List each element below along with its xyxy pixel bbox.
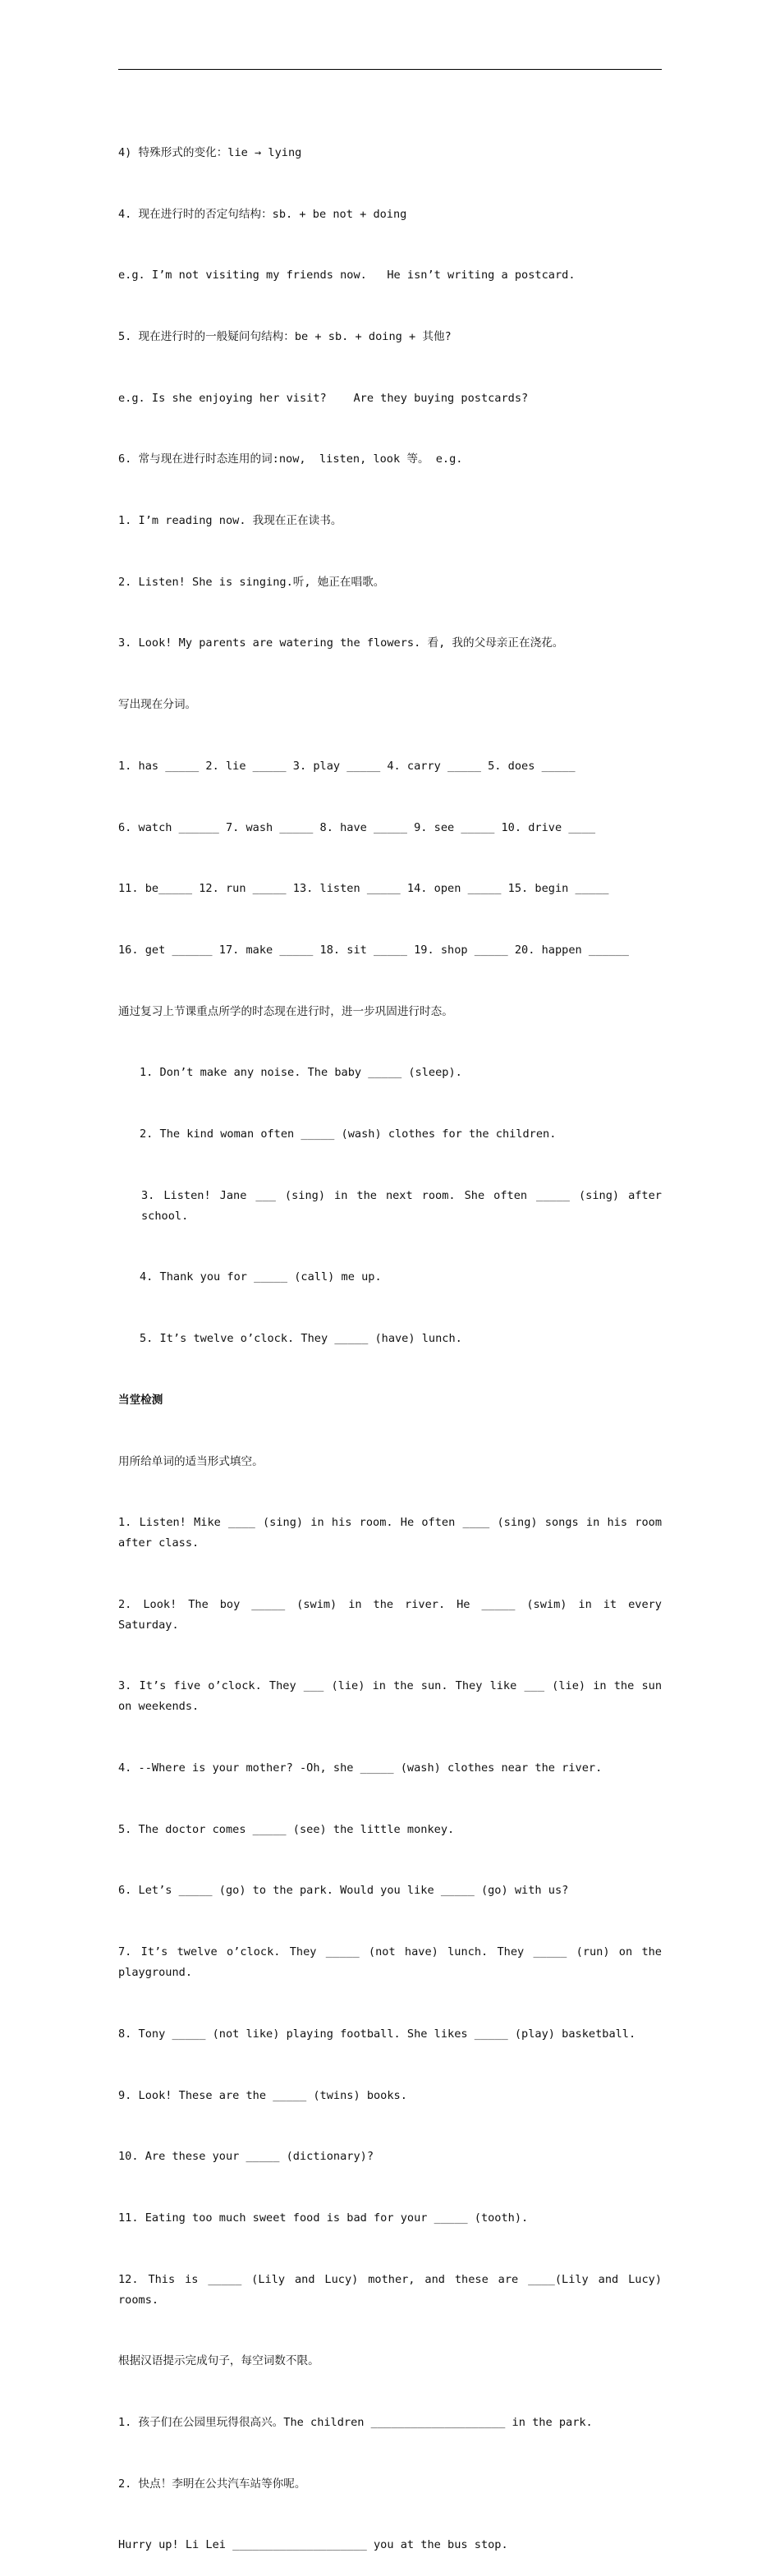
exercise-line: Hurry up! Li Lei ____________________ you at the bus stop. — [118, 2538, 508, 2552]
text-line: 2. Listen! She is singing.听, 她正在唱歌。 — [118, 575, 385, 589]
exercise-line: 11. be_____ 12. run _____ 13. listen _____ 14. open _____ 15. begin _____ — [118, 882, 609, 896]
exercise-line: 6. watch ______ 7. wash _____ 8. have _____ 9. see _____ 10. drive ____ — [118, 820, 596, 834]
exercise-line: 9. Look! These are the _____ (twins) books. — [118, 2088, 407, 2102]
exercise-line: 10. Are these your _____ (dictionary)? — [118, 2150, 374, 2164]
exercise-line: 3. It’s five o’clock. They ___ (lie) in the sun. They like ___ (lie) in the sun on weekends. — [118, 1679, 662, 1714]
header-rule — [118, 69, 662, 70]
exercise-line: 2. The kind woman often _____ (wash) clothes for the children. — [140, 1127, 557, 1141]
exercise-line: 5. The doctor comes _____ (see) the little monkey. — [118, 1822, 455, 1836]
section-heading: 写出现在分词。 — [118, 698, 197, 712]
text-line: e.g. I’m not visiting my friends now. He isn’t writing a postcard. — [118, 269, 576, 282]
exercise-line: 3. Listen! Jane ___ (sing) in the next room. She often _____ (sing) after school. — [141, 1188, 662, 1223]
section-title: 当堂检测 — [118, 1393, 163, 1407]
text-line: 1. I’m reading now. 我现在正在读书。 — [118, 514, 342, 528]
exercise-line: 12. This is _____ (Lily and Lucy) mother, and these are ____(Lily and Lucy) rooms. — [118, 2272, 662, 2307]
text-line: 4) 特殊形式的变化：lie → lying — [118, 145, 302, 159]
text-line: e.g. Is she enjoying her visit? Are they buying postcards? — [118, 391, 529, 405]
exercise-line: 6. Let’s _____ (go) to the park. Would you like _____ (go) with us? — [118, 1884, 569, 1898]
text-line: 4. 现在进行时的否定句结构：sb. + be not + doing — [118, 207, 407, 221]
exercise-line: 2. Look! The boy _____ (swim) in the river. He _____ (swim) in it every Saturday. — [118, 1597, 662, 1632]
section-heading: 用所给单词的适当形式填空。 — [118, 1454, 264, 1468]
exercise-line: 4. Thank you for _____ (call) me up. — [140, 1270, 382, 1284]
section-heading: 根据汉语提示完成句子，每空词数不限。 — [118, 2354, 319, 2368]
exercise-line: 1. Listen! Mike ____ (sing) in his room. He often ____ (sing) songs in his room after class. — [118, 1516, 662, 1550]
exercise-line: 11. Eating too much sweet food is bad for your _____ (tooth). — [118, 2211, 529, 2225]
exercise-line: 7. It’s twelve o’clock. They _____ (not have) lunch. They _____ (run) on the playground. — [118, 1945, 662, 1980]
text-line: 6. 常与现在进行时态连用的词:now, listen, look 等。 e.g. — [118, 452, 463, 466]
exercise-line: 8. Tony _____ (not like) playing football. She likes _____ (play) basketball. — [118, 2027, 636, 2041]
exercise-line: 2. 快点！李明在公共汽车站等你呢。 — [118, 2477, 306, 2491]
exercise-line: 1. 孩子们在公园里玩得很高兴。The children ____________________ in the park. — [118, 2415, 593, 2429]
exercise-line: 4. --Where is your mother? -Oh, she _____ (wash) clothes near the river. — [118, 1761, 603, 1775]
exercise-line: 1. Don’t make any noise. The baby _____ (sleep). — [140, 1066, 462, 1080]
exercise-line: 5. It’s twelve o’clock. They _____ (have) lunch. — [140, 1332, 462, 1346]
text-line: 5. 现在进行时的一般疑问句结构：be + sb. + doing + 其他? — [118, 329, 452, 343]
document-body — [118, 102, 662, 2576]
exercise-line: 16. get ______ 17. make _____ 18. sit _____ 19. shop _____ 20. happen ______ — [118, 943, 629, 957]
text-line: 3. Look! My parents are watering the flowers. 看, 我的父母亲正在浇花。 — [118, 636, 564, 650]
section-heading: 通过复习上节课重点所学的时态现在进行时，进一步巩固进行时态。 — [118, 1004, 453, 1018]
exercise-line: 1. has _____ 2. lie _____ 3. play _____ 4. carry _____ 5. does _____ — [118, 759, 576, 773]
